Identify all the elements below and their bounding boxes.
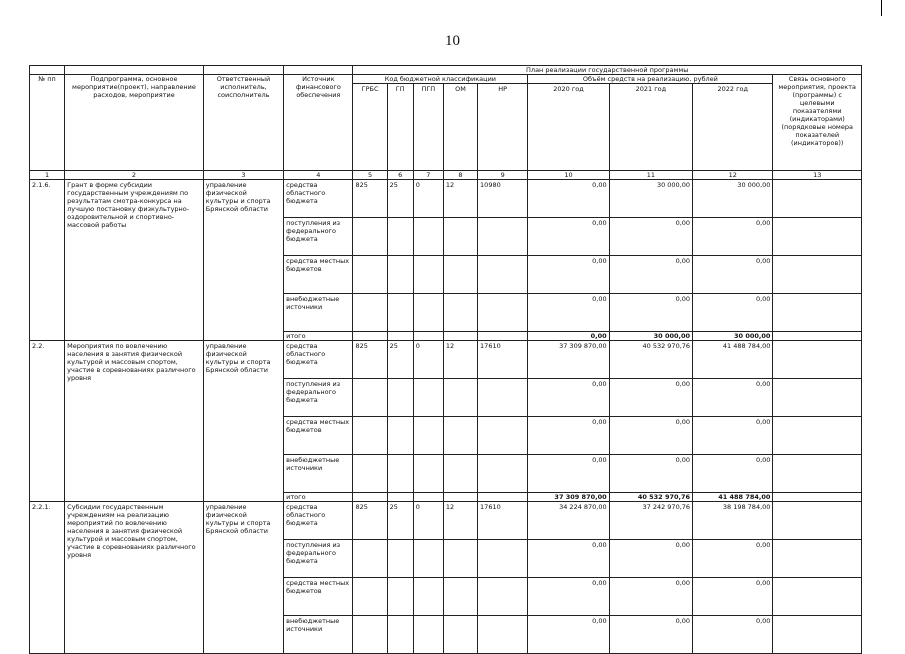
- code-np: [478, 294, 528, 332]
- code-grbs: 825: [353, 502, 387, 540]
- code-np: [478, 540, 528, 578]
- amount-2021: 0,00: [609, 455, 692, 493]
- code-gp: [387, 256, 413, 294]
- header-name: Подпрограмма, основное мероприятие(проект), направление расходов, мероприятие: [65, 75, 204, 171]
- header-year-2020: 2020 год: [528, 84, 609, 171]
- indicator-link: [773, 218, 862, 256]
- header-budget-code: Код бюджетной классификации: [353, 75, 528, 84]
- amount-2020: 0,00: [528, 256, 609, 294]
- column-number: 2: [65, 171, 204, 180]
- code-np: [478, 218, 528, 256]
- funding-source: итого: [284, 332, 353, 341]
- indicator-link: [773, 578, 862, 616]
- table-title: План реализации государственной программы: [353, 66, 862, 75]
- code-pgp: [413, 540, 443, 578]
- amount-2021: 0,00: [609, 256, 692, 294]
- amount-2021: 40 532 970,76: [609, 341, 692, 379]
- code-gp: 25: [387, 341, 413, 379]
- header-no: № пп: [30, 75, 65, 171]
- amount-2020: 34 224 870,00: [528, 502, 609, 540]
- code-np: [478, 332, 528, 341]
- code-grbs: [353, 493, 387, 502]
- code-om: 12: [443, 180, 477, 218]
- amount-2022: 0,00: [693, 294, 773, 332]
- column-number: 13: [773, 171, 862, 180]
- code-grbs: 825: [353, 341, 387, 379]
- code-pgp: [413, 493, 443, 502]
- code-gp: [387, 294, 413, 332]
- column-number: 8: [443, 171, 477, 180]
- header-pgp: ПГП: [413, 84, 443, 171]
- amount-2022: 0,00: [693, 218, 773, 256]
- activity-name: Субсидии государственным учреждениям на реализацию мероприятий по вовлечению населения в занятия физической культурой и массовым спортом, участие в соревнованиях различного уровня: [65, 502, 204, 654]
- row-number: 2.1.6.: [30, 180, 65, 341]
- amount-2022: 30 000,00: [693, 332, 773, 341]
- code-pgp: 0: [413, 502, 443, 540]
- column-number: 1: [30, 171, 65, 180]
- code-np: [478, 493, 528, 502]
- code-om: [443, 294, 477, 332]
- amount-2020: 37 309 870,00: [528, 493, 609, 502]
- row-number: 2.2.1.: [30, 502, 65, 654]
- funding-source: внебюджетные источники: [284, 294, 353, 332]
- code-pgp: [413, 616, 443, 654]
- code-pgp: [413, 578, 443, 616]
- indicator-link: [773, 180, 862, 218]
- code-np: [478, 616, 528, 654]
- header-gp: ГП: [387, 84, 413, 171]
- code-grbs: [353, 578, 387, 616]
- table-row: [30, 180, 862, 218]
- code-np: [478, 256, 528, 294]
- code-om: [443, 540, 477, 578]
- code-pgp: 0: [413, 341, 443, 379]
- amount-2020: 0,00: [528, 180, 609, 218]
- code-gp: [387, 455, 413, 493]
- amount-2022: 0,00: [693, 417, 773, 455]
- code-grbs: [353, 294, 387, 332]
- indicator-link: [773, 379, 862, 417]
- amount-2021: 0,00: [609, 218, 692, 256]
- executor: управление физической культуры и спорта Брянской области: [203, 180, 283, 341]
- amount-2020: 37 309 870,00: [528, 341, 609, 379]
- table-row: [30, 341, 862, 379]
- column-number: 11: [609, 171, 692, 180]
- funding-source: поступления из федерального бюджета: [284, 540, 353, 578]
- amount-2020: 0,00: [528, 218, 609, 256]
- amount-2021: 30 000,00: [609, 180, 692, 218]
- code-om: [443, 218, 477, 256]
- amount-2022: 0,00: [693, 578, 773, 616]
- activity-name: Мероприятия по вовлечению населения в занятия физической культурой и массовым спортом, участие в соревнованиях различного уровня: [65, 341, 204, 502]
- column-number: 4: [284, 171, 353, 180]
- header-year-2022: 2022 год: [693, 84, 773, 171]
- amount-2022: 41 488 784,00: [693, 493, 773, 502]
- indicator-link: [773, 294, 862, 332]
- funding-source: средства областного бюджета: [284, 180, 353, 218]
- row-number: 2.2.: [30, 341, 65, 502]
- scan-edge-mark: [881, 0, 882, 16]
- code-pgp: [413, 218, 443, 256]
- code-pgp: [413, 256, 443, 294]
- amount-2020: 0,00: [528, 455, 609, 493]
- amount-2022: 41 488 784,00: [693, 341, 773, 379]
- indicator-link: [773, 256, 862, 294]
- indicator-link: [773, 493, 862, 502]
- amount-2021: 0,00: [609, 379, 692, 417]
- indicator-link: [773, 540, 862, 578]
- funding-source: средства местных бюджетов: [284, 578, 353, 616]
- table-row: [30, 502, 862, 540]
- code-om: 12: [443, 341, 477, 379]
- executor: управление физической культуры и спорта Брянской области: [203, 502, 283, 654]
- code-om: [443, 578, 477, 616]
- header-year-2021: 2021 год: [609, 84, 692, 171]
- indicator-link: [773, 502, 862, 540]
- amount-2020: 0,00: [528, 540, 609, 578]
- amount-2020: 0,00: [528, 578, 609, 616]
- code-np: 10980: [478, 180, 528, 218]
- header-link: Связь основного мероприятия, проекта (программы) с целевыми показателями (индикаторами) (порядковые номера показателей (индикаторов)): [773, 75, 862, 171]
- amount-2020: 0,00: [528, 417, 609, 455]
- amount-2021: 37 242 970,76: [609, 502, 692, 540]
- code-grbs: [353, 616, 387, 654]
- code-om: [443, 455, 477, 493]
- amount-2020: 0,00: [528, 616, 609, 654]
- column-number: 7: [413, 171, 443, 180]
- code-pgp: [413, 417, 443, 455]
- code-grbs: [353, 218, 387, 256]
- code-gp: [387, 578, 413, 616]
- amount-2022: 0,00: [693, 256, 773, 294]
- code-np: [478, 379, 528, 417]
- code-om: [443, 417, 477, 455]
- header-amount: Объём средств на реализацию, рублей: [528, 75, 773, 84]
- amount-2022: 0,00: [693, 616, 773, 654]
- column-number: 9: [478, 171, 528, 180]
- code-pgp: [413, 332, 443, 341]
- header-grbs: ГРБС: [353, 84, 387, 171]
- code-pgp: 0: [413, 180, 443, 218]
- code-np: 17610: [478, 502, 528, 540]
- code-gp: 25: [387, 180, 413, 218]
- funding-source: средства областного бюджета: [284, 502, 353, 540]
- code-om: [443, 332, 477, 341]
- code-grbs: [353, 540, 387, 578]
- amount-2020: 0,00: [528, 332, 609, 341]
- column-number: 10: [528, 171, 609, 180]
- funding-source: итого: [284, 493, 353, 502]
- code-grbs: [353, 417, 387, 455]
- indicator-link: [773, 341, 862, 379]
- header-source: Источник финансового обеспечения: [284, 75, 353, 171]
- column-number: 12: [693, 171, 773, 180]
- code-pgp: [413, 294, 443, 332]
- code-om: [443, 616, 477, 654]
- code-gp: [387, 417, 413, 455]
- code-om: [443, 379, 477, 417]
- code-gp: [387, 616, 413, 654]
- indicator-link: [773, 332, 862, 341]
- amount-2021: 40 532 970,76: [609, 493, 692, 502]
- amount-2022: 0,00: [693, 455, 773, 493]
- code-grbs: [353, 455, 387, 493]
- code-om: [443, 256, 477, 294]
- code-grbs: [353, 332, 387, 341]
- amount-2022: 38 198 784,00: [693, 502, 773, 540]
- amount-2021: 0,00: [609, 616, 692, 654]
- funding-source: внебюджетные источники: [284, 455, 353, 493]
- code-gp: 25: [387, 502, 413, 540]
- amount-2021: 30 000,00: [609, 332, 692, 341]
- code-om: [443, 493, 477, 502]
- code-np: [478, 417, 528, 455]
- header-np: НР: [478, 84, 528, 171]
- code-gp: [387, 218, 413, 256]
- amount-2022: 30 000,00: [693, 180, 773, 218]
- funding-source: средства местных бюджетов: [284, 417, 353, 455]
- amount-2022: 0,00: [693, 379, 773, 417]
- code-pgp: [413, 379, 443, 417]
- indicator-link: [773, 417, 862, 455]
- funding-source: средства областного бюджета: [284, 341, 353, 379]
- column-number: 5: [353, 171, 387, 180]
- code-grbs: [353, 256, 387, 294]
- code-gp: [387, 332, 413, 341]
- amount-2020: 0,00: [528, 294, 609, 332]
- code-np: 17610: [478, 341, 528, 379]
- code-gp: [387, 540, 413, 578]
- code-np: [478, 455, 528, 493]
- header-executor: Ответственный исполнитель, соисполнитель: [203, 75, 283, 171]
- indicator-link: [773, 455, 862, 493]
- funding-source: средства местных бюджетов: [284, 256, 353, 294]
- code-gp: [387, 379, 413, 417]
- column-number: 3: [203, 171, 283, 180]
- activity-name: Грант в форме субсидии государственным учреждениям по результатам смотра-конкурса на лучшую постановку физкультурно-оздоровительной и спортивно-массовой работы: [65, 180, 204, 341]
- funding-source: внебюджетные источники: [284, 616, 353, 654]
- amount-2021: 0,00: [609, 417, 692, 455]
- column-number: 6: [387, 171, 413, 180]
- code-np: [478, 578, 528, 616]
- funding-source: поступления из федерального бюджета: [284, 218, 353, 256]
- funding-source: поступления из федерального бюджета: [284, 379, 353, 417]
- amount-2021: 0,00: [609, 540, 692, 578]
- code-gp: [387, 493, 413, 502]
- code-grbs: [353, 379, 387, 417]
- amount-2021: 0,00: [609, 294, 692, 332]
- amount-2021: 0,00: [609, 578, 692, 616]
- plan-table: [29, 65, 862, 654]
- amount-2022: 0,00: [693, 540, 773, 578]
- executor: управление физической культуры и спорта Брянской области: [203, 341, 283, 502]
- code-om: 12: [443, 502, 477, 540]
- amount-2020: 0,00: [528, 379, 609, 417]
- header-om: ОМ: [443, 84, 477, 171]
- code-pgp: [413, 455, 443, 493]
- page-number: 10: [445, 33, 460, 49]
- code-grbs: 825: [353, 180, 387, 218]
- indicator-link: [773, 616, 862, 654]
